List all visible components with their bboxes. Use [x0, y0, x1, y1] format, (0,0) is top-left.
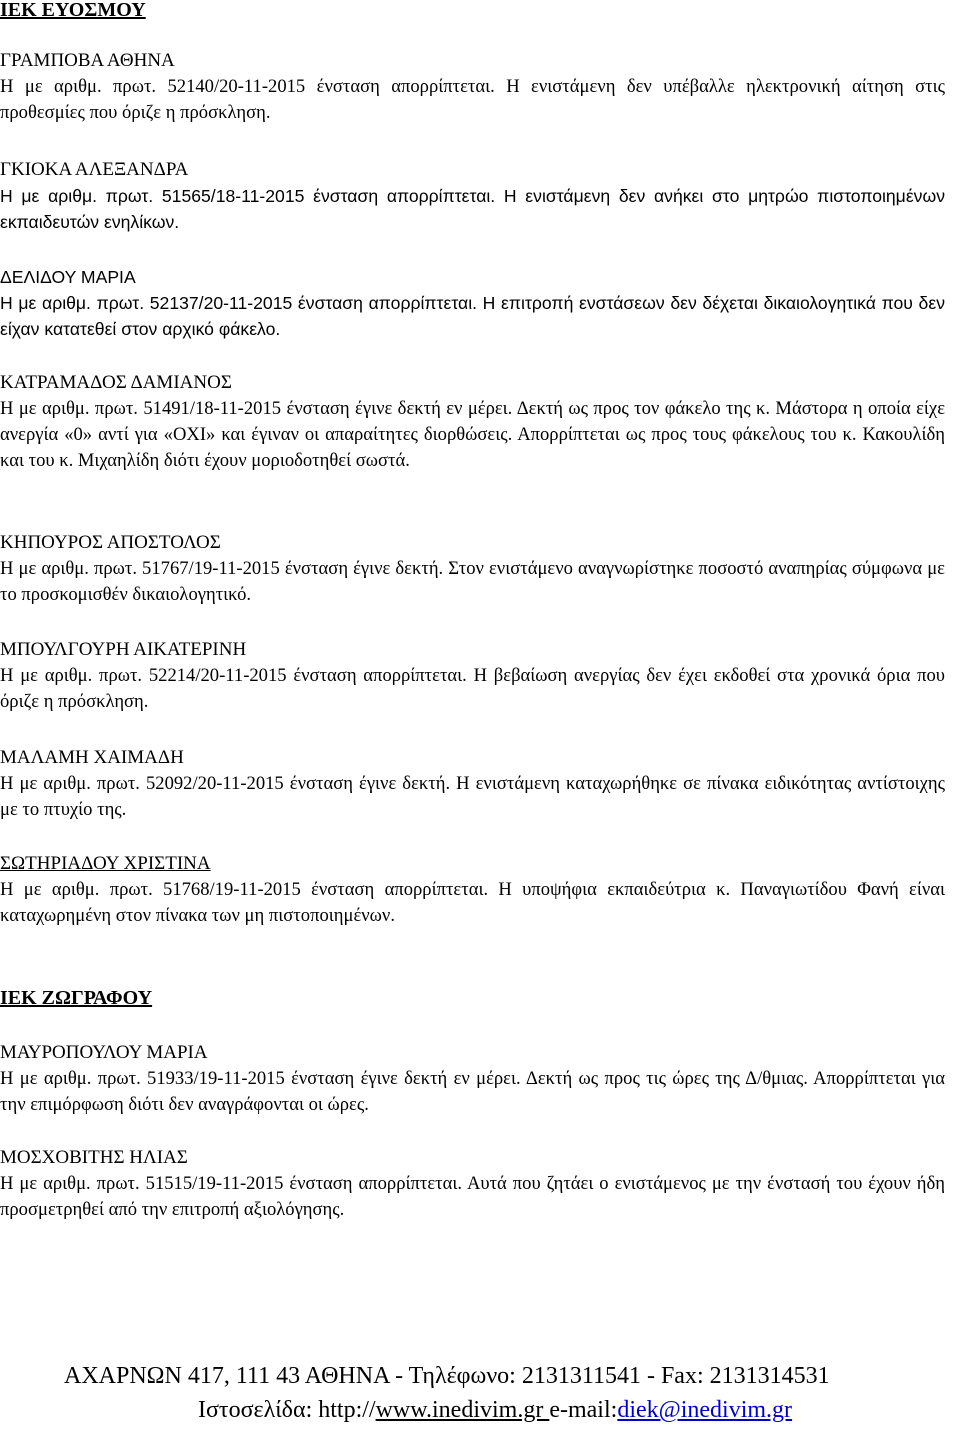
entry-text: Η με αριθμ. πρωτ. 51515/19-11-2015 ένσταση απορρίπτεται. Αυτά που ζητάει ο ενιστάμενος με την ένστασή του έχουν ήδη προσμετρηθεί από την επιτροπή αξιολόγησης. [0, 1173, 945, 1220]
footer-contact [198, 1394, 792, 1426]
website-label: Ιστοσελίδα: http:// [198, 1397, 376, 1423]
email-label: e-mail: [549, 1397, 618, 1423]
entry [0, 370, 945, 474]
entry-text: Η με αριθμ. πρωτ. 51767/19-11-2015 ένσταση έγινε δεκτή. Στον ενιστάμενο αναγνωρίστηκε ποσοστό αναπηρίας σύμφωνα με το προσκομισθέν δικαιολογητικό. [0, 558, 945, 605]
entry [0, 530, 945, 608]
entry-text: Η με αριθμ. πρωτ. 51933/19-11-2015 ένσταση έγινε δεκτή εν μέρει. Δεκτή ως προς τις ώρες της Δ/θμιας. Απορρίπτεται για την επιμόρφωση διότι δεν αναγράφονται οι ώρες. [0, 1068, 945, 1115]
entry-text: Η με αριθμ. πρωτ. 52140/20-11-2015 ένσταση απορρίπτεται. Η ενιστάμενη δεν υπέβαλλε ηλεκτρονική αίτηση στις προθεσμίες που όριζε η πρόσκληση. [0, 76, 945, 123]
entry [0, 745, 945, 823]
entry [0, 1040, 945, 1118]
entry [0, 264, 945, 342]
section-title: ΙΕΚ ΖΩΓΡΑΦΟΥ [0, 987, 153, 1009]
entry-name: ΓΚΙΟΚΑ ΑΛΕΞΑΝΔΡΑ [0, 159, 189, 180]
entry-text: Η με αριθμ. πρωτ. 51491/18-11-2015 ένσταση έγινε δεκτή εν μέρει. Δεκτή ως προς τον φάκελο της κ. Μάστορα η οποία είχε ανεργία «0» αντί για «ΟΧΙ» και έγιναν οι απαραίτητες διορθώσεις. Απορρίπτεται ως προς τους φάκελους του κ. Κακουλίδη και του κ. Μιχαηλίδη διότι έχουν μοριοδοτηθεί σωστά. [0, 398, 945, 471]
entry-name: ΓΡΑΜΠΟΒΑ ΑΘΗΝΑ [0, 50, 175, 71]
entry-name: ΚΑΤΡΑΜΑΔΟΣ ΔΑΜΙΑΝΟΣ [0, 372, 232, 393]
email-link[interactable]: diek@inedivim.gr [617, 1397, 793, 1423]
entry-text: Η με αριθμ. πρωτ. 52214/20-11-2015 ένσταση απορρίπτεται. Η βεβαίωση ανεργίας δεν έχει εκδοθεί στα χρονικά όρια που όριζε η πρόσκληση. [0, 665, 945, 712]
entry-name: ΣΩΤΗΡΙΑΔΟΥ ΧΡΙΣΤΙΝΑ [0, 853, 211, 874]
entry [0, 157, 945, 235]
entry-text: Η με αριθμ. πρωτ. 51768/19-11-2015 ένσταση απορρίπτεται. Η υποψήφια εκπαιδεύτρια κ. Παναγιωτίδου Φανή είναι καταχωρημένη στον πίνακα των μη πιστοποιημένων. [0, 879, 945, 926]
entry-text: Η με αριθμ. πρωτ. 51565/18-11-2015 ένσταση απορρίπτεται. Η ενιστάμενη δεν ανήκει στο μητρώο πιστοποιημένων εκπαιδευτών ενηλίκων. [0, 186, 945, 232]
entry-name: ΜΠΟΥΛΓΟΥΡΗ ΑΙΚΑΤΕΡΙΝΗ [0, 639, 247, 660]
entry-name: ΚΗΠΟΥΡΟΣ ΑΠΟΣΤΟΛΟΣ [0, 532, 221, 553]
entry [0, 637, 945, 715]
website-link[interactable]: www.inedivim.gr [375, 1397, 550, 1423]
footer-address: ΑΧΑΡΝΩΝ 417, 111 43 ΑΘΗΝΑ - Τηλέφωνο: 2131311541 - Fax: 2131314531 [64, 1363, 830, 1389]
entry-name: ΜΟΣΧΟΒΙΤΗΣ ΗΛΙΑΣ [0, 1147, 188, 1168]
entry [0, 1145, 945, 1223]
entry-text: Η με αριθμ. πρωτ. 52092/20-11-2015 ένσταση έγινε δεκτή. Η ενιστάμενη καταχωρήθηκε σε πίνακα ειδικότητας αντίστοιχης με το πτυχίο της. [0, 773, 945, 820]
entry-name: ΔΕΛΙΔΟΥ ΜΑΡΙΑ [0, 267, 136, 287]
entry [0, 48, 945, 126]
section-title: ΙΕΚ ΕΥΟΣΜΟΥ [0, 0, 146, 21]
entry-text: Η με αριθμ. πρωτ. 52137/20-11-2015 ένσταση απορρίπτεται. Η επιτροπή ενστάσεων δεν δέχεται δικαιολογητικά που δεν είχαν κατατεθεί στον αρχικό φάκελο. [0, 293, 945, 339]
entry-name: ΜΑΛΑΜΗ ΧΑΙΜΑΔΗ [0, 747, 184, 768]
entry-name: ΜΑΥΡΟΠΟΥΛΟΥ ΜΑΡΙΑ [0, 1042, 208, 1063]
entry [0, 851, 945, 929]
